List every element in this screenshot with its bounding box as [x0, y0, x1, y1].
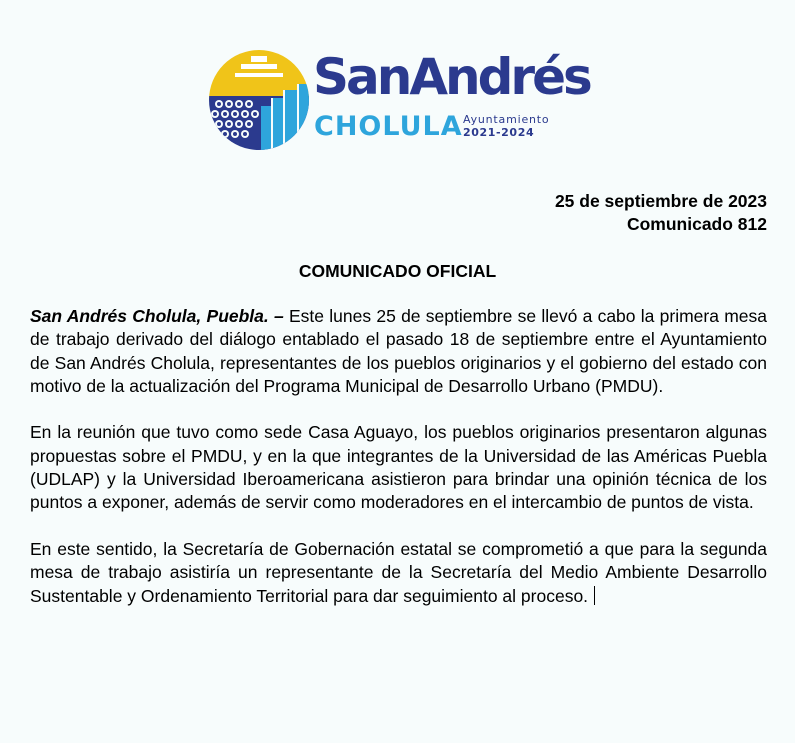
logo-ayuntamiento: Ayuntamiento — [463, 113, 550, 126]
paragraph-2: En la reunión que tuvo como sede Casa Aguayo, los pueblos originarios presentaron algunas propuestas sobre el PMDU, y en la que integrantes de la Universidad de las Américas Puebla (UDLAP) y la Universidad Iberoamericana asistieron para brindar una opinión técnica de los puntos a exponer, además de servir como moderadores en el intercambio de puntos de vista. — [30, 422, 767, 513]
text-cursor — [594, 586, 595, 605]
paragraph-3-text: En este sentido, la Secretaría de Gobernación estatal se comprometió a que para la segunda mesa de trabajo asistiría un representante de la Secretaría del Medio Ambiente Desarrollo Sustentable y Ordenamiento Territorial para dar seguimiento al proceso. — [30, 538, 767, 606]
pyramid-emblem-icon — [207, 48, 311, 152]
logo-subtitle: CHOLULA — [314, 111, 463, 142]
document-meta — [555, 190, 767, 236]
document-date: 25 de septiembre de 2023 — [554, 191, 767, 211]
document-title: COMUNICADO OFICIAL — [298, 261, 497, 281]
paragraph-1 — [30, 305, 767, 398]
logo-years: 2021-2024 — [463, 126, 535, 139]
document-body — [30, 305, 767, 631]
paragraph-3 — [30, 538, 767, 608]
paragraph-1-text: Este lunes 25 de septiembre se llevó a cabo la primera mesa de trabajo derivado del diálogo entablado el pasado 18 de septiembre entre el Ayuntamiento de San Andrés Cholula, representantes de los pueblos originarios y el gobierno del estado con motivo de la actualización del Programa Municipal de Desarrollo Urbano (PMDU). — [30, 306, 767, 396]
document-number: Comunicado 812 — [626, 214, 767, 234]
san-andres-cholula-logo — [207, 48, 592, 153]
logo-wordmark: SanAndrés — [313, 48, 590, 106]
paragraph-1-lead: San Andrés Cholula, Puebla. – — [30, 306, 284, 326]
